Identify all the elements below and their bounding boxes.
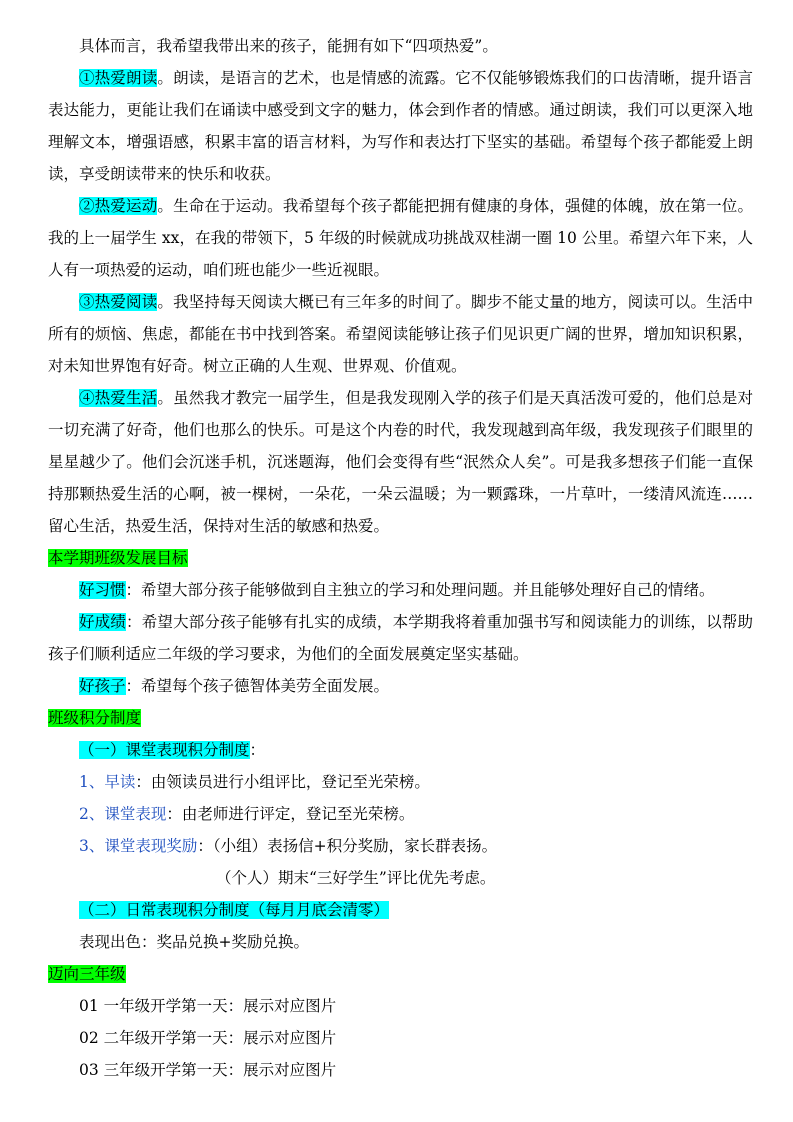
goal-label: 好习惯 [79, 581, 126, 599]
goal-text: ：希望大部分孩子能够做到自主独立的学习和处理问题。并且能够处理好自己的情绪。 [125, 581, 715, 599]
love-text: 。朗读，是语言的艺术，也是情感的流露。它不仅能够锻炼我们的口齿清晰，提升语言表达能力，更能让我们在诵读中感受到文字的魅力，体会到作者的情感。通过朗读，我们可以更深入地理解文本，增强语感，积累丰富的语言材料，为写作和表达打下坚实的基础。希望每个孩子都能爱上朗读，享受朗读带来的快乐和收获。 [48, 69, 753, 183]
daily-points-heading-line [48, 894, 753, 926]
love-text: 。虽然我才教完一届学生，但是我发现刚入学的孩子们是天真活泼可爱的，他们总是对一切充满了好奇，他们也那么的快乐。可是这个内卷的时代，我发现越到高年级，我发现孩子们眼里的星星越少了。他们会沉迷手机，沉迷题海，他们会变得有些“泯然众人矣”。可是我多想孩子们能一直保持那颗热爱生活的心啊，被一棵树，一朵花，一朵云温暖；为一颗露珠，一片草叶，一缕清风流连……留心生活，热爱生活，保持对生活的敏感和热爱。 [48, 389, 753, 535]
class-point-item [48, 830, 753, 862]
class-point-text: ：由领读员进行小组评比，登记至光荣榜。 [135, 773, 430, 791]
class-points-colon: ： [249, 741, 266, 759]
love-label: ①热爱朗读 [79, 69, 158, 87]
goal-item [48, 606, 753, 670]
class-point-item [48, 798, 753, 830]
grade3-item: 01 一年级开学第一天：展示对应图片 [79, 997, 337, 1015]
points-heading-line [48, 702, 753, 734]
grade3-heading-line [48, 958, 753, 990]
love-sports-paragraph [48, 190, 753, 286]
love-text: 。我坚持每天阅读大概已有三年多的时间了。脚步不能丈量的地方，阅读可以。生活中所有的烦恼、焦虑，都能在书中找到答案。希望阅读能够让孩子们见识更广阔的世界，增加知识积累，对未知世界饱有好奇。树立正确的人生观、世界观、价值观。 [48, 293, 753, 375]
class-point-item [48, 766, 753, 798]
goal-item [48, 574, 753, 606]
grade3-item: 03 三年级开学第一天：展示对应图片 [79, 1061, 337, 1079]
love-life-paragraph [48, 382, 753, 542]
class-point-extra: （个人）期末“三好学生”评比优先考虑。 [216, 869, 496, 887]
love-label: ④热爱生活 [79, 389, 158, 407]
love-label: ③热爱阅读 [79, 293, 158, 311]
love-label: ②热爱运动 [79, 197, 158, 215]
class-point-text: ：（小组）表扬信+积分奖励，家长群表扬。 [197, 837, 498, 855]
daily-points-text: 表现出色：奖品兑换+奖励兑换。 [79, 933, 309, 951]
goals-heading-line [48, 542, 753, 574]
goal-item [48, 670, 753, 702]
class-point-label: 2、课堂表现 [79, 805, 167, 823]
love-reading-aloud-paragraph [48, 62, 753, 190]
class-point-label: 3、课堂表现奖励 [79, 837, 198, 855]
goal-label: 好孩子 [79, 677, 126, 695]
goal-text: ：希望每个孩子德智体美劳全面发展。 [125, 677, 390, 695]
goal-label: 好成绩 [79, 613, 127, 631]
grade3-item: 02 二年级开学第一天：展示对应图片 [79, 1029, 337, 1047]
love-text: 。生命在于运动。我希望每个孩子都能把拥有健康的身体，强健的体魄，放在第一位。我的上一届学生 xx，在我的带领下，5 年级的时候就成功挑战双桂湖一圈 10 公里。希望六年下来，人人有一项热爱的运动，咱们班也能少一些近视眼。 [48, 197, 753, 279]
points-heading: 班级积分制度 [48, 709, 142, 727]
goal-text: ：希望大部分孩子能够有扎实的成绩，本学期我将着重加强书写和阅读能力的训练，以帮助孩子们顺利适应二年级的学习要求，为他们的全面发展奠定坚实基础。 [48, 613, 753, 663]
document-body [48, 30, 753, 1086]
class-points-heading-line [48, 734, 753, 766]
intro-paragraph: 具体而言，我希望我带出来的孩子，能拥有如下“四项热爱”。 [79, 37, 498, 55]
grade3-heading: 迈向三年级 [48, 965, 126, 983]
daily-points-heading: （二）日常表现积分制度（每月月底会清零） [79, 901, 390, 919]
class-point-label: 1、早读 [79, 773, 136, 791]
class-point-text: ：由老师进行评定，登记至光荣榜。 [166, 805, 415, 823]
goals-heading: 本学期班级发展目标 [48, 549, 188, 567]
love-reading-paragraph [48, 286, 753, 382]
class-points-heading: （一）课堂表现积分制度 [79, 741, 250, 759]
